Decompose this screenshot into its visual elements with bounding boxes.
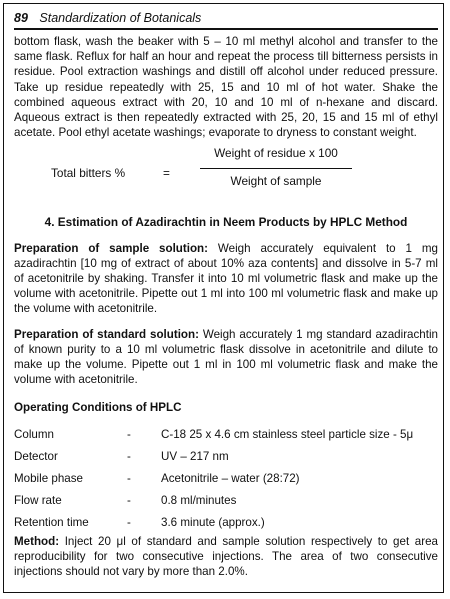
table-row xyxy=(14,424,413,446)
standard-solution-lead: Preparation of standard solution: xyxy=(14,327,199,341)
row-dash: - xyxy=(127,472,131,486)
row-dash: - xyxy=(127,516,131,530)
page-number: 89 xyxy=(14,11,28,25)
formula-numerator: Weight of residue x 100 xyxy=(214,146,338,161)
value-detector: UV – 217 nm xyxy=(161,450,229,464)
table-row xyxy=(14,446,413,468)
running-header xyxy=(14,10,438,30)
value-column: C-18 25 x 4.6 cm stainless steel particle size - 5μ xyxy=(161,428,414,442)
standard-solution-paragraph xyxy=(14,327,438,388)
operating-conditions-table xyxy=(14,424,413,534)
param-detector: Detector xyxy=(14,450,58,464)
total-bitters-formula xyxy=(14,146,438,204)
value-flow-rate: 0.8 ml/minutes xyxy=(161,494,237,508)
value-retention-time: 3.6 minute (approx.) xyxy=(161,516,265,530)
fraction-bar xyxy=(200,168,352,169)
param-mobile-phase: Mobile phase xyxy=(14,472,83,486)
section-title: 4. Estimation of Azadirachtin in Neem Products by HPLC Method xyxy=(44,215,408,230)
method-lead: Method: xyxy=(14,534,60,548)
sample-solution-lead: Preparation of sample solution: xyxy=(14,241,208,255)
value-mobile-phase: Acetonitrile – water (28:72) xyxy=(161,472,300,486)
row-dash: - xyxy=(127,494,131,508)
method-text: Inject 20 μl of standard and sample solution respectively to get area reproducibility for two consecutive injections. The area of two consecutive injections should not vary by more than 2.0%. xyxy=(14,534,438,579)
row-dash: - xyxy=(127,428,131,442)
page-body xyxy=(14,34,438,579)
formula-lhs: Total bitters % xyxy=(51,166,126,181)
standard-solution-text: Weigh accurately 1 mg standard azadirachtin of known purity to a 10 ml volumetric flask dissolve in acetonitrile and dilute to make up the volume. Pipette out 1 ml in 100 ml volumetric flask and make the volume with acetonitrile. xyxy=(14,327,438,387)
formula-equals: = xyxy=(163,166,170,181)
param-flow-rate: Flow rate xyxy=(14,494,62,508)
param-retention-time: Retention time xyxy=(14,516,89,530)
table-row xyxy=(14,512,413,534)
running-title: Standardization of Botanicals xyxy=(39,11,202,25)
row-dash: - xyxy=(127,450,131,464)
formula-denominator: Weight of sample xyxy=(230,174,322,189)
table-row xyxy=(14,490,413,512)
intro-paragraph: bottom flask, wash the beaker with 5 – 10 ml methyl alcohol and transfer to the same flask. Reflux for half an hour and repeat the process till bitterness persists in residue. Pool extraction washings and distill off alcohol under reduced pressure. Take up residue repeatedly with 25, 15 and 10 ml of hot water. Shake the combined aqueous extract with 20, 10 and 10 ml of n-hexane and discard. Aqueous extract is then repeatedly extracted with 25, 20, 15 and 15 ml of ethyl acetate. Pool ethyl acetate washings; evaporate to dryness to constant weight. xyxy=(14,35,438,140)
param-column: Column xyxy=(14,428,54,442)
sample-solution-paragraph xyxy=(14,241,438,317)
book-page xyxy=(3,3,444,593)
operating-conditions-title: Operating Conditions of HPLC xyxy=(14,401,182,415)
method-paragraph xyxy=(14,534,438,580)
sample-solution-text: Weigh accurately equivalent to 1 mg azadirachtin [10 mg of extract of about 10% aza contents] and dissolve in 5-7 ml of acetonitrile by shaking. Transfer it into 10 ml volumetric flask and make up the volume with acetonitrile. Pipette out 1 ml into 100 ml volumetric flask and make up the volume with acetonitrile. xyxy=(14,241,438,316)
table-row xyxy=(14,468,413,490)
